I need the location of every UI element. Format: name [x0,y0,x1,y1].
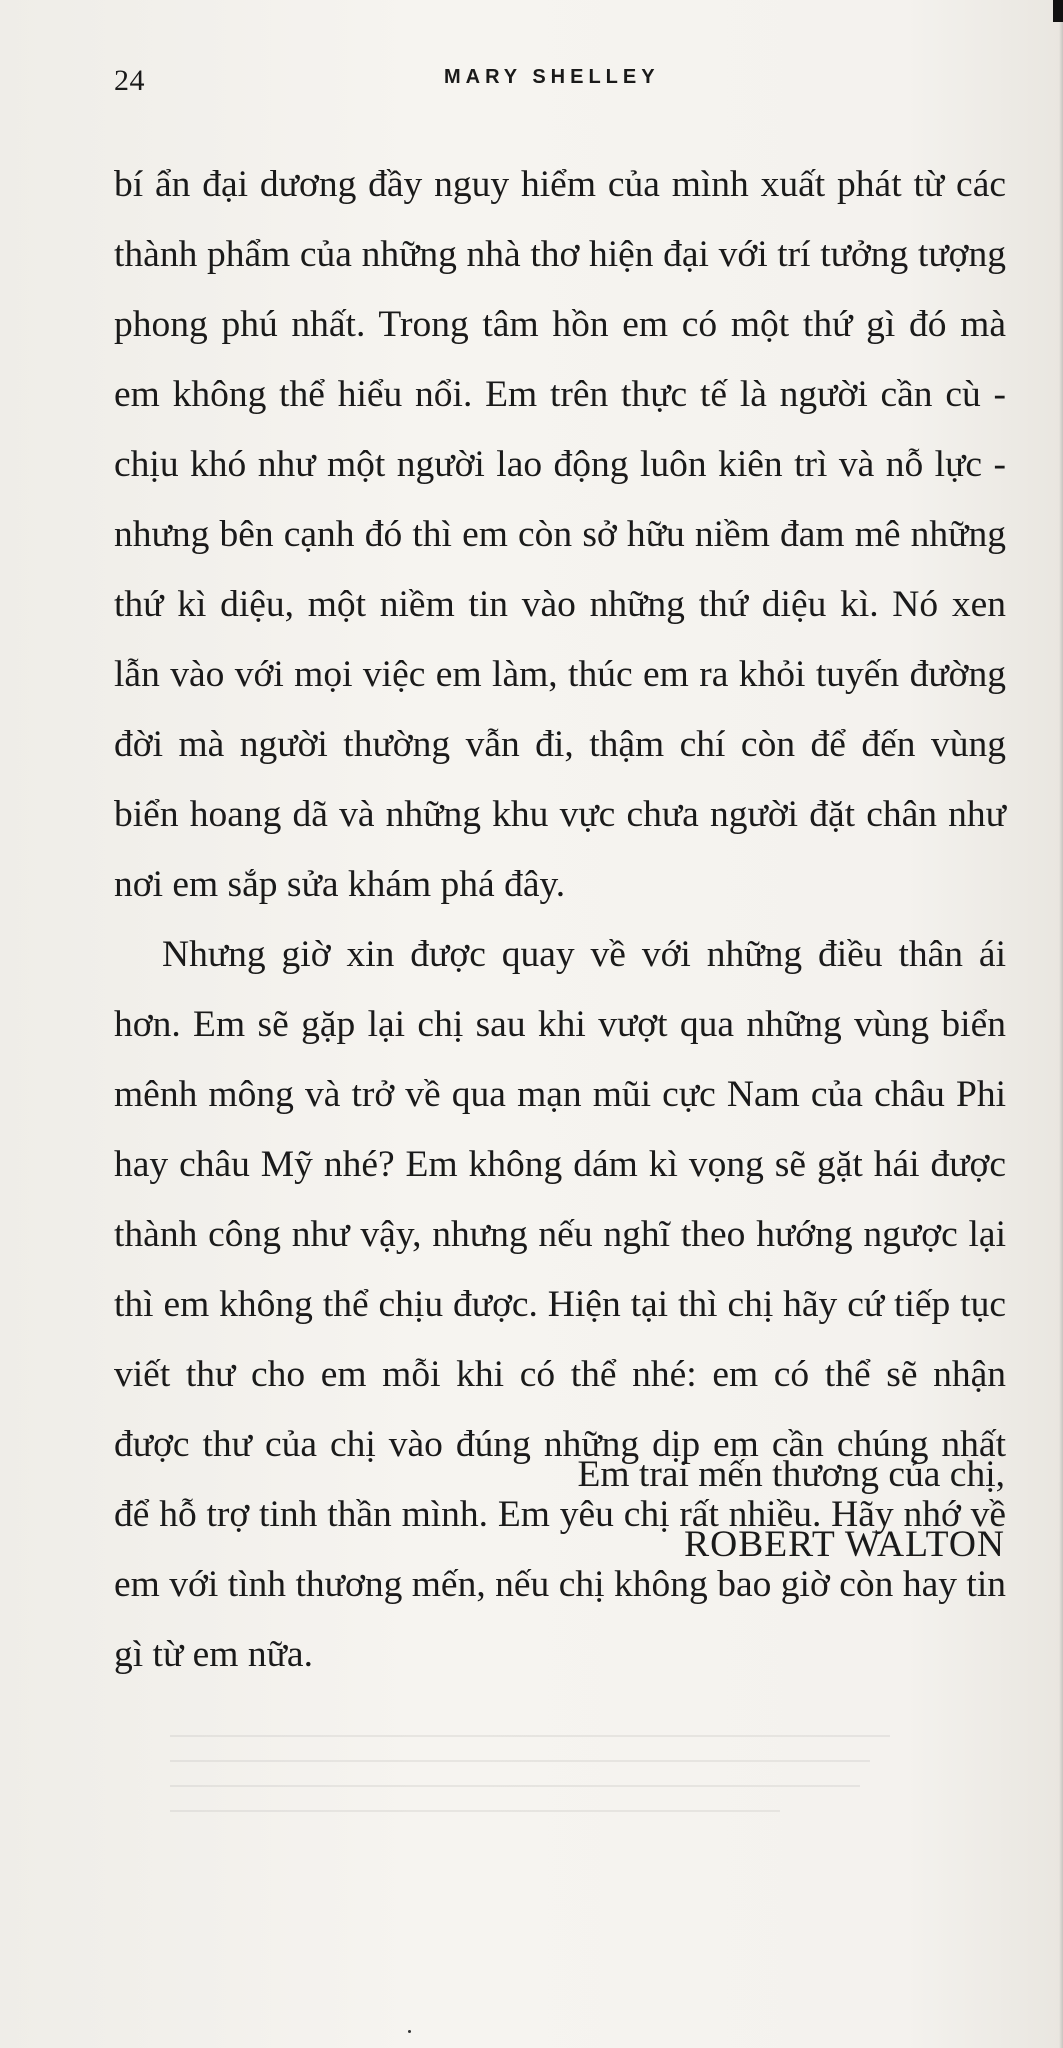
bleed-through-line [170,1785,860,1787]
bleed-through-line [170,1735,890,1737]
bleed-through-line [170,1760,870,1762]
paragraph: Nhưng giờ xin được quay về với những điều thân ái hơn. Em sẽ gặp lại chị sau khi vượt qua những vùng biển mênh mông và trở về qua mạn mũi cực Nam của châu Phi hay châu Mỹ nhé? Em không dám kì vọng sẽ gặt hái được thành công như vậy, nhưng nếu nghĩ theo hướng ngược lại thì em không thể chịu được. Hiện tại thì chị hãy cứ tiếp tục viết thư cho em mỗi khi có thể nhé: em có thể sẽ nhận được thư của chị vào đúng những dịp em cần chúng nhất để hỗ trợ tinh thần mình. Em yêu chị rất nhiều. Hãy nhớ về em với tình thương mến, nếu chị không bao giờ còn hay tin gì từ em nữa. [114,934,1006,1675]
letter-signature [577,1440,1005,1580]
signature-name: ROBERT WALTON [684,1524,1005,1565]
running-head: MARY SHELLEY [444,66,660,88]
scan-corner-mark [1053,0,1063,22]
page-number: 24 [114,64,145,97]
paragraph-continued: bí ẩn đại dương đầy nguy hiểm của mình xuất phát từ các thành phẩm của những nhà thơ hiện đại với trí tưởng tượng phong phú nhất. Trong tâm hồn em có một thứ gì đó mà em không thể hiểu nổi. Em trên thực tế là người cần cù - chịu khó như một người lao động luôn kiên trì và nỗ lực - nhưng bên cạnh đó thì em còn sở hữu niềm đam mê những thứ kì diệu, một niềm tin vào những thứ diệu kì. Nó xen lẫn vào với mọi việc em làm, thúc em ra khỏi tuyến đường đời mà người thường vẫn đi, thậm chí còn để đến vùng biển hoang dã và những khu vực chưa người đặt chân như nơi em sắp sửa khám phá đây. [114,164,1006,905]
dust-speck [408,2030,411,2033]
signature-closing: Em trai mến thương của chị, [577,1454,1005,1495]
page-edge-shadow [1059,0,1063,2048]
bleed-through-line [170,1810,780,1812]
